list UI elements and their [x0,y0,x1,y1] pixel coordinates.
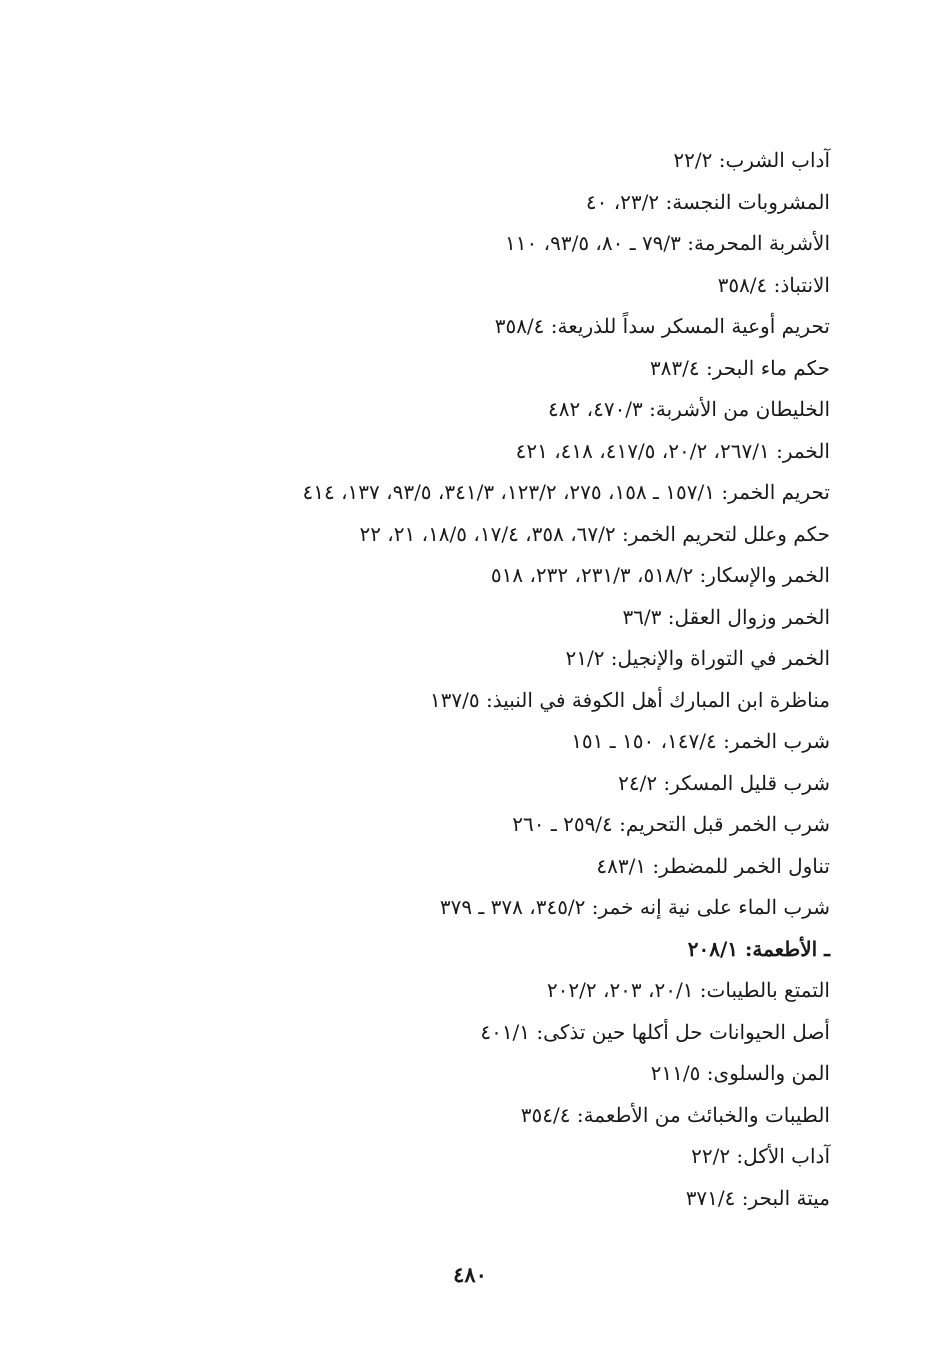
index-entry: أصل الحيوانات حل أكلها حين تذكى: ٤٠١/١ [480,1019,830,1044]
index-entry: حكم ماء البحر: ٣٨٣/٤ [649,355,830,380]
page-number: ٤٨٠ [453,1262,487,1287]
index-entry: شرب الخمر قبل التحريم: ٢٥٩/٤ ـ ٢٦٠ [512,812,830,836]
index-entry: شرب الماء على نية إنه خمر: ٣٤٥/٢، ٣٧٨ ـ ٣٧٩ [439,895,830,919]
index-entry: المشروبات النجسة: ٢٣/٢، ٤٠ [585,189,830,214]
index-entry: تحريم أوعية المسكر سداً للذريعة: ٣٥٨/٤ [494,314,830,338]
index-entry: تناول الخمر للمضطر: ٤٨٣/١ [596,853,830,878]
index-entry: الأشربة المحرمة: ٧٩/٣ ـ ٨٠، ٩٣/٥، ١١٠ [505,231,830,255]
index-entry: حكم وعلل لتحريم الخمر: ٦٧/٢، ٣٥٨، ١٧/٤، ١٨/٥، ٢١، ٢٢ [359,521,830,546]
index-entry: الخمر: ٢٦٧/١، ٢٠/٢، ٤١٧/٥، ٤١٨، ٤٢١ [515,438,830,463]
index-entries-list [210,140,830,1219]
index-entry: الخليطان من الأشربة: ٤٧٠/٣، ٤٨٢ [548,397,830,421]
section-heading-foods: ـ الأطعمة: ٢٠٨/١ [687,936,830,961]
index-entry: آداب الشرب: ٢٢/٢ [673,148,830,172]
index-entry: الخمر في التوراة والإنجيل: ٢١/٢ [565,646,830,670]
index-entry: شرب الخمر: ١٤٧/٤، ١٥٠ ـ ١٥١ [571,729,830,753]
index-entry: الخمر وزوال العقل: ٣٦/٣ [622,604,830,629]
index-entry: الخمر والإسكار: ٥١٨/٢، ٢٣١/٣، ٢٣٢، ٥١٨ [490,563,830,587]
index-entry: آداب الأكل: ٢٢/٢ [691,1144,830,1168]
index-entry: الطيبات والخبائث من الأطعمة: ٣٥٤/٤ [520,1102,830,1127]
index-entry: شرب قليل المسكر: ٢٤/٢ [618,770,830,795]
index-entry: الانتباذ: ٣٥٨/٤ [717,272,830,297]
index-entry: تحريم الخمر: ١٥٧/١ ـ ١٥٨، ٢٧٥، ١٢٣/٢، ٣٤١/٣، ٩٣/٥، ١٣٧، ٤١٤ [302,480,830,504]
index-entry: ميتة البحر: ٣٧١/٤ [685,1185,830,1210]
index-entry: المن والسلوى: ٢١١/٥ [650,1061,830,1085]
index-entry: مناظرة ابن المبارك أهل الكوفة في النبيذ: ١٣٧/٥ [429,687,830,712]
index-entry: التمتع بالطيبات: ٢٠/١، ٢٠٣، ٢٠٢/٢ [546,978,830,1002]
